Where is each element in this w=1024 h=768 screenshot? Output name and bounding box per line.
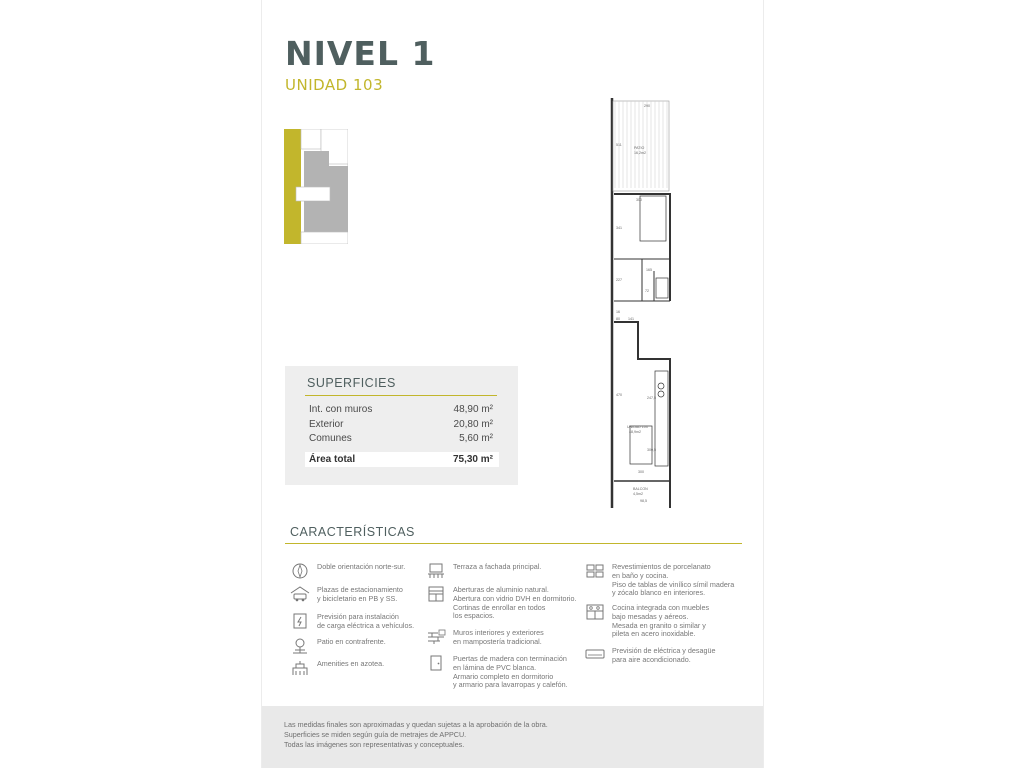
feature-item — [290, 563, 405, 579]
superficie-value: 5,60 m² — [459, 433, 493, 444]
key-plan-cell — [301, 232, 348, 244]
superficie-total-value: 75,30 m² — [452, 454, 493, 465]
feature-line: Previsión de eléctrica y desagüe — [612, 646, 716, 655]
terrace-icon — [426, 563, 446, 579]
feature-line: Muros interiores y exteriores — [453, 628, 544, 637]
superficie-value: 20,80 m² — [453, 419, 493, 430]
plan-dim-living-depth: 470 — [616, 393, 622, 397]
feature-item — [290, 660, 384, 676]
feature-item — [290, 638, 386, 654]
feature-item — [585, 604, 709, 639]
plan-dim-corridor-a: 80 — [616, 317, 620, 321]
window-icon — [426, 586, 446, 602]
disclaimer-line: Superficies se miden según guía de metrajes de APPCU. — [284, 730, 467, 739]
plan-kitchen-counter — [655, 371, 668, 466]
feature-line: Cortinas de enrollar en todos — [453, 602, 546, 612]
feature-line: Mesada en granito o similar y — [612, 620, 706, 630]
feature-line: en baño y cocina. — [612, 570, 669, 580]
feature-line: Revestimientos de porcelanato — [612, 562, 711, 571]
plan-label-unit-area: 48,9m2 — [629, 430, 641, 434]
plan-dim-patio-width: 290 — [644, 104, 650, 108]
feature-line: Amenities en azotea. — [317, 659, 385, 668]
tiles-icon — [585, 563, 605, 579]
superficies-title: SUPERFICIES — [307, 376, 396, 390]
key-plan-cell — [296, 187, 330, 201]
plan-dim-patio-depth: 511 — [616, 143, 622, 147]
plan-dim-living-width: 300 — [638, 470, 644, 474]
feature-item — [290, 613, 414, 631]
feature-line: en mampostería tradicional. — [453, 636, 542, 646]
superficie-total-row — [305, 452, 499, 467]
amenities-icon — [290, 660, 310, 676]
superficie-label: Comunes — [309, 433, 352, 444]
feature-line: bajo mesadas y aéreos. — [612, 611, 689, 621]
feature-item — [426, 629, 544, 647]
key-plan-cell — [329, 166, 348, 232]
page-title: NIVEL 1 — [285, 34, 436, 73]
car-icon — [290, 586, 310, 602]
plan-dim-balcony-depth: 98,5 — [640, 499, 647, 503]
feature-line: Cocina integrada con muebles — [612, 603, 710, 612]
feature-line: Armario completo en dormitorio — [453, 671, 554, 681]
plan-label-patio-area: 16,2m2 — [634, 151, 646, 155]
key-plan-cell — [304, 201, 329, 232]
feature-line: Piso de tablas de vinílico símil madera — [612, 579, 735, 589]
superficie-label: Int. con muros — [309, 404, 373, 415]
unit-subtitle: UNIDAD 103 — [285, 76, 384, 94]
plan-stove — [658, 391, 664, 397]
plan-dim-bath-width: 72 — [645, 289, 649, 293]
superficies-divider — [305, 395, 497, 396]
superficies-panel — [285, 366, 518, 485]
feature-item — [426, 563, 541, 579]
feature-line: para aire acondicionado. — [612, 654, 691, 664]
plan-bed — [640, 196, 666, 241]
feature-line: y zócalo blanco en interiores. — [612, 588, 706, 598]
plan-dim-bath-depth: 165 — [646, 268, 652, 272]
superficie-value: 48,90 m² — [453, 404, 493, 415]
air-conditioner-icon — [585, 647, 605, 663]
feature-item — [426, 655, 568, 690]
feature-line: Terraza a fachada principal. — [453, 562, 542, 571]
superficie-row — [309, 433, 493, 444]
disclaimer-footer — [262, 706, 763, 768]
ev-charger-icon — [290, 613, 310, 629]
feature-item — [426, 586, 576, 621]
plan-dim-hall-depth: 227 — [616, 278, 622, 282]
feature-line: Puertas de madera con terminación — [453, 654, 567, 663]
plan-dim-bedroom-width: 300 — [636, 198, 642, 202]
patio-icon — [290, 638, 310, 654]
plan-label-unit: UNIDAD 103 — [627, 425, 648, 429]
key-plan-diagram — [284, 129, 348, 244]
floor-plan — [600, 96, 680, 512]
feature-line: pileta en acero inoxidable. — [612, 629, 696, 639]
plan-dim-kitchen-depth: 247,5 — [647, 396, 656, 400]
feature-item — [585, 647, 715, 665]
kitchen-icon — [585, 604, 605, 620]
superficie-row — [309, 419, 493, 430]
plan-shower — [656, 278, 668, 298]
feature-item — [585, 563, 734, 598]
plan-dim-bedroom-depth: 341 — [616, 226, 622, 230]
superficie-row — [309, 404, 493, 415]
feature-line: Abertura con vidrio DVH en dormitorio. — [453, 593, 577, 603]
feature-item — [290, 586, 403, 604]
feature-line: Previsión para instalación — [317, 612, 399, 621]
plan-label-patio: PATIO — [634, 146, 645, 150]
feature-line: y armario para lavarropas y calefón. — [453, 680, 568, 690]
feature-line: Doble orientación norte-sur. — [317, 562, 406, 571]
plan-label-balcony: BALCON — [633, 487, 648, 491]
feature-line: en lámina de PVC blanca. — [453, 662, 537, 672]
plan-walls — [612, 98, 670, 508]
plan-dim-corridor-b: 141 — [628, 317, 634, 321]
plan-lower-wall — [614, 322, 670, 508]
plan-stove — [658, 383, 664, 389]
plan-bath-wall — [642, 259, 654, 301]
plan-label-balcony-area: 4,5m2 — [633, 492, 643, 496]
feature-line: Plazas de estacionamiento — [317, 585, 403, 594]
key-plan-cell — [304, 151, 329, 189]
key-plan-highlight-unit — [284, 129, 301, 244]
superficie-label: Exterior — [309, 419, 344, 430]
feature-line: los espacios. — [453, 611, 495, 621]
feature-line: de carga eléctrica a vehículos. — [317, 620, 415, 630]
feature-line: Aberturas de aluminio natural. — [453, 585, 549, 594]
key-plan-cell — [301, 129, 321, 149]
feature-line: y bicicletario en PB y SS. — [317, 593, 398, 603]
feature-line: Patio en contrafrente. — [317, 637, 386, 646]
brick-wall-icon — [426, 629, 446, 645]
plan-dim-living-right: 300,5 — [647, 448, 656, 452]
disclaimer-line: Todas las imágenes son representativas y conceptuales. — [284, 740, 465, 749]
disclaimer-line: Las medidas finales son aproximadas y quedan sujetas a la aprobación de la obra. — [284, 720, 548, 729]
caracteristicas-title: CARACTERÍSTICAS — [290, 525, 415, 539]
compass-icon — [290, 563, 310, 579]
superficie-total-label: Área total — [309, 454, 356, 465]
caracteristicas-divider — [285, 543, 742, 544]
door-icon — [426, 655, 446, 671]
plan-dim-corridor-depth: 16 — [616, 310, 620, 314]
